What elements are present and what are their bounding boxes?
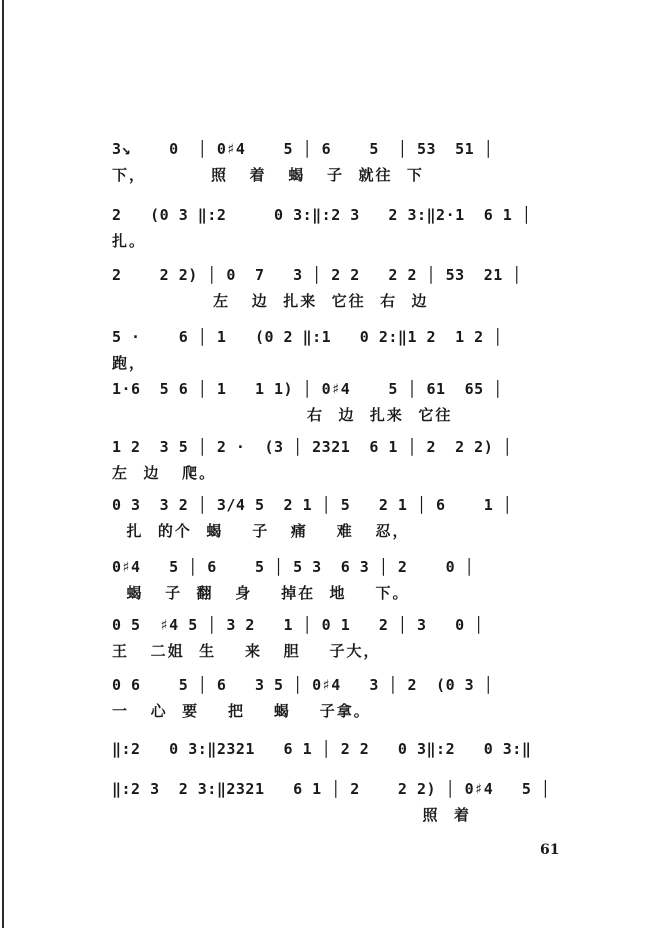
notation-line: 0 5 ♯4 5 │ 3 2 1 │ 0 1 2 │ 3 0 │ [112, 616, 484, 634]
notation-line: 5 · 6 │ 1 (0 2 ‖:1 0 2:‖1 2 1 2 │ [112, 328, 503, 346]
lyric-line: 左 边 爬。 [112, 464, 217, 482]
lyric-line: 扎。 [112, 232, 147, 250]
score-system [0, 616, 655, 672]
notation-line: 2 (0 3 ‖:2 0 3:‖:2 3 2 3:‖2·1 6 1 │ [112, 206, 532, 224]
notation-line: 0 6 5 │ 6 3 5 │ 0♯4 3 │ 2 (0 3 │ [112, 676, 494, 694]
lyric-line: 照 着 [112, 806, 471, 824]
score-system [0, 676, 655, 732]
score-system [0, 328, 655, 384]
notation-line: ‖:2 0 3:‖2321 6 1 │ 2 2 0 3‖:2 0 3:‖ [112, 740, 532, 758]
notation-line: 0 3 3 2 │ 3/4 5 2 1 │ 5 2 1 │ 6 1 │ [112, 496, 513, 514]
score-system [0, 496, 655, 552]
score-system [0, 558, 655, 614]
score-system [0, 780, 655, 836]
lyric-line: 王 二姐 生 来 胆 子大， [112, 642, 381, 660]
notation-line: 1 2 3 5 │ 2 · (3 │ 2321 6 1 │ 2 2 2) │ [112, 438, 513, 456]
notation-line: 3↘ 0 │ 0♯4 5 │ 6 5 │ 53 51 │ [112, 140, 494, 158]
lyric-line: 一 心 要 把 蝎 子拿。 [112, 702, 371, 720]
score-system [0, 266, 655, 322]
lyric-line: 下， 照 着 蝎 子 就往 下 [112, 166, 424, 184]
page-number: 61 [540, 842, 560, 858]
score-system [0, 140, 655, 196]
notation-line: ‖:2 3 2 3:‖2321 6 1 │ 2 2 2) │ 0♯4 5 │ [112, 780, 551, 798]
notation-line: 0♯4 5 │ 6 5 │ 5 3 6 3 │ 2 0 │ [112, 558, 475, 576]
lyric-line: 扎 的个 蝎 子 痛 难 忍， [112, 522, 410, 540]
score-system [0, 380, 655, 436]
notation-line: 1·6 5 6 │ 1 1 1) │ 0♯4 5 │ 61 65 │ [112, 380, 503, 398]
score-system [0, 206, 655, 262]
lyric-line: 跑， [112, 354, 147, 372]
notation-line: 2 2 2) │ 0 7 3 │ 2 2 2 2 │ 53 21 │ [112, 266, 522, 284]
lyric-line: 蝎 子 翻 身 掉在 地 下。 [112, 584, 410, 602]
score-system [0, 438, 655, 494]
lyric-line: 右 边 扎来 它往 [112, 406, 453, 424]
lyric-line: 左 边 扎来 它往 右 边 [112, 292, 429, 310]
